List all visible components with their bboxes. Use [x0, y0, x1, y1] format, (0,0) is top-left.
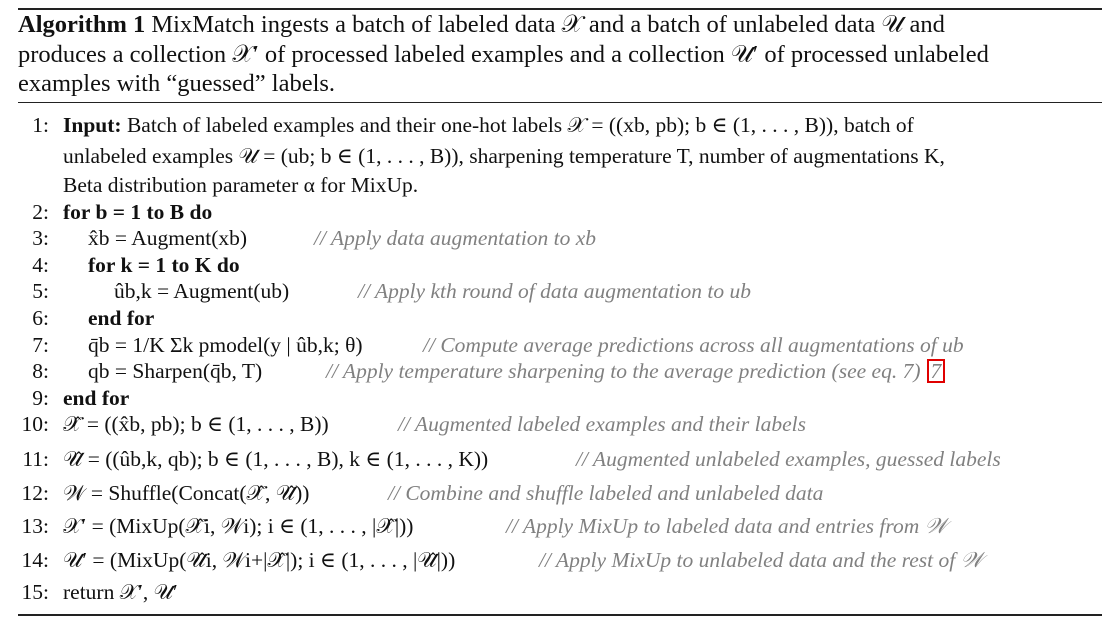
line-text: for k = 1 to K do [88, 253, 240, 277]
line-number: 10: [21, 412, 49, 436]
line-number: 11: [22, 447, 49, 471]
line-text: unlabeled examples 𝒰 = (ub; b ∈ (1, . . . , B)), sharpening temperature T, number of augmentations K, [63, 144, 945, 168]
caption-rule [18, 102, 1102, 103]
caption-line-3: examples with “guessed” labels. [18, 70, 336, 97]
line-number: 3: [32, 226, 49, 250]
bottom-rule [18, 614, 1102, 616]
line-number: 14: [21, 548, 49, 572]
line-number: 12: [21, 481, 49, 505]
line-comment: // Augmented unlabeled examples, guessed labels [576, 447, 1001, 471]
caption-line-2: produces a collection 𝒳′ of processed labeled examples and a collection 𝒰′ of processed unlabeled [18, 40, 989, 68]
input-keyword: Input: [63, 113, 122, 137]
line-comment: // Apply MixUp to unlabeled data and the rest of 𝒲 [539, 548, 984, 572]
line-text: end for [88, 306, 155, 330]
line-text: return 𝒳′, 𝒰′ [63, 580, 178, 604]
line-number: 8: [32, 359, 49, 383]
line-number: 9: [32, 386, 49, 410]
caption-line-1 [18, 10, 1108, 40]
line-number: 13: [21, 514, 49, 538]
line-comment: // Apply kth round of data augmentation to ub [358, 279, 751, 303]
line-text: ûb,k = Augment(ub) [114, 279, 290, 303]
line-text: 𝒰′ = (MixUp(𝒰̂i, 𝒲i+|𝒳̂|); i ∈ (1, . . . , |𝒰̂|)) [63, 548, 456, 572]
line-number: 2: [32, 200, 49, 224]
line-text: qb = Sharpen(q̄b, T) [88, 359, 263, 383]
line-number: 15: [21, 580, 49, 604]
line-number: 7: [32, 333, 49, 357]
line-text: q̄b = 1/K Σk pmodel(y | ûb,k; θ) [88, 333, 363, 357]
line-text: for b = 1 to B do [63, 200, 213, 224]
line-number: 1: [32, 113, 49, 137]
line-comment: // Apply MixUp to labeled data and entries from 𝒲 [506, 514, 948, 538]
algorithm-label: Algorithm 1 [18, 11, 146, 38]
line-comment: // Apply data augmentation to xb [314, 226, 597, 250]
line-text: 𝒰̂ = ((ûb,k, qb); b ∈ (1, . . . , B), k ∈ (1, . . . , K)) [63, 447, 489, 471]
line-comment-wrap [326, 358, 945, 384]
line-comment: // Apply temperature sharpening to the average prediction (see eq. 7) [326, 359, 921, 383]
equation-ref-link[interactable]: 7 [927, 359, 946, 383]
line-comment: // Compute average predictions across all augmentations of ub [423, 333, 964, 357]
line-text: end for [63, 386, 130, 410]
line-comment: // Combine and shuffle labeled and unlabeled data [388, 481, 824, 505]
line-text: Batch of labeled examples and their one-hot labels 𝒳 = ((xb, pb); b ∈ (1, . . . , B)), batch of [121, 113, 914, 137]
line-number: 4: [32, 253, 49, 277]
caption-text-1: MixMatch ingests a batch of labeled data 𝒳 and a batch of unlabeled data 𝒰 and [145, 11, 945, 38]
algorithm-caption [18, 10, 1108, 99]
line-content [63, 112, 914, 138]
line-number: 6: [32, 306, 49, 330]
line-text: Beta distribution parameter α for MixUp. [63, 173, 419, 197]
line-text: x̂b = Augment(xb) [88, 226, 248, 250]
line-text: 𝒲 = Shuffle(Concat(𝒳̂, 𝒰̂)) [63, 481, 310, 505]
line-number: 5: [32, 279, 49, 303]
line-text: 𝒳̂ = ((x̂b, pb); b ∈ (1, . . . , B)) [63, 412, 329, 436]
line-text: 𝒳′ = (MixUp(𝒳̂i, 𝒲i); i ∈ (1, . . . , |𝒳̂|)) [63, 514, 414, 538]
line-comment: // Augmented labeled examples and their labels [398, 412, 807, 436]
